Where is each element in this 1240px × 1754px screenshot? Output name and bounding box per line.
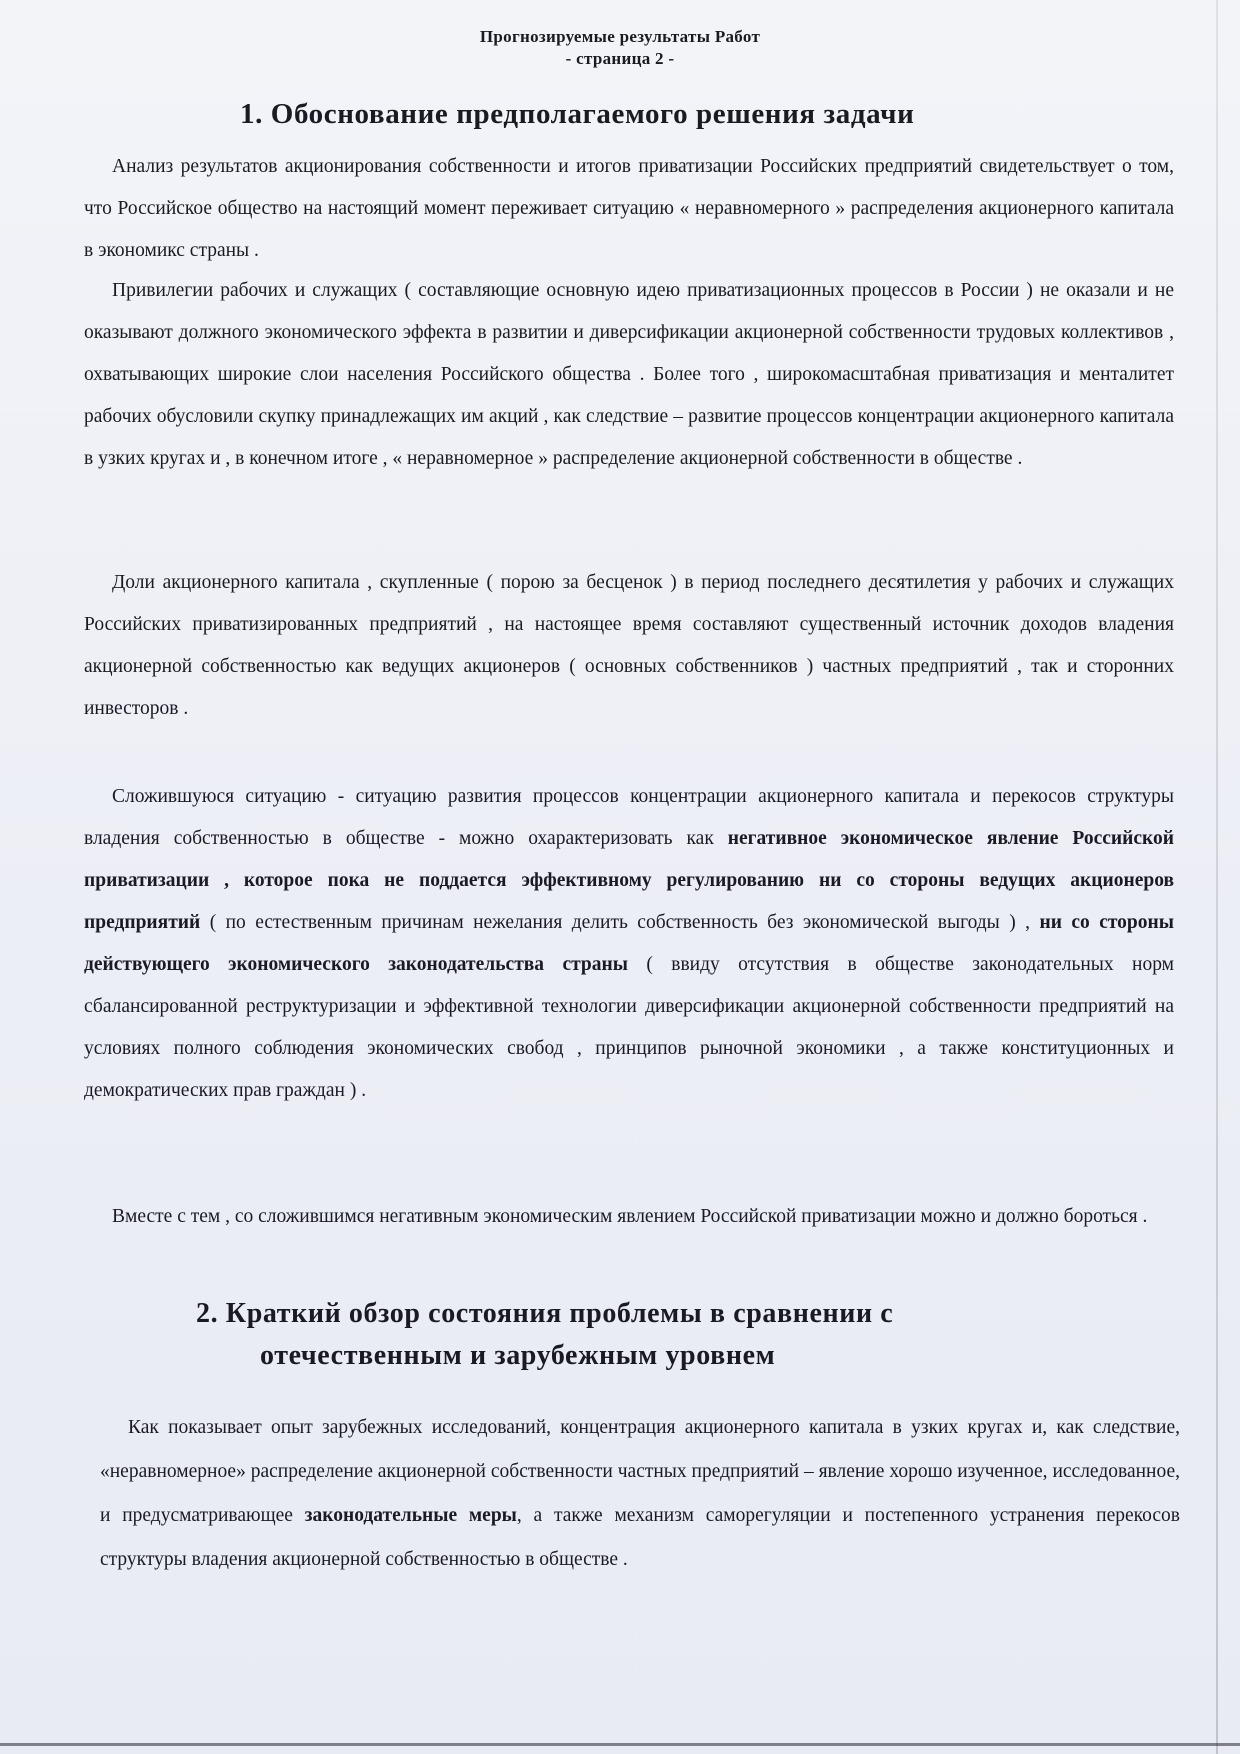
paragraph-text: Доли акционерного капитала , скупленные ( порою за бесценок ) в период последнего десятилетия у рабочих и служащих Российских приватизированных предприятий , на настоящее время составляют существенный источник доходов владения акционерной собственностью как ведущих акционеров ( основных собственников ) частных предприятий , так и сторонних инвесторов .: [84, 572, 1174, 719]
page-edge-right: [1216, 0, 1218, 1754]
text-run: ( по естественным причинам нежелания делить собственность без экономической выгоды ) ,: [200, 912, 1040, 933]
section-2-heading-line-2: отечественным и зарубежным уровнем: [260, 1340, 776, 1371]
paragraph-text: Привилегии рабочих и служащих ( составляющие основную идею приватизационных процессов в России ) не оказали и не оказывают должного экономического эффекта в развитии и диверсификации акционерной собственности трудовых коллективов , охватывающих широкие слои населения Российского общества . Более того , широкомасштабная приватизация и менталитет рабочих обусловили скупку принадлежащих им акций , как следствие – развитие процессов концентрации акционерного капитала в узких кругах и , в конечном итоге , « неравномерное » распределение акционерной собственности в обществе .: [84, 280, 1174, 469]
text-run: Сложившуюся ситуацию - ситуацию развития процессов концентрации акционерного капитала и перекосов структуры владения собственностью в обществе - можно охарактеризовать как: [84, 786, 1174, 849]
section-1-paragraph-4: [84, 776, 1174, 1112]
header-title: Прогнозируемые результаты Работ: [479, 27, 761, 46]
section-1-paragraph-2: [84, 270, 1174, 480]
section-1-paragraph-5: [84, 1196, 1174, 1238]
section-1-paragraph-3: [84, 562, 1174, 730]
page-number: - страница 2 -: [565, 49, 675, 68]
text-run: ( ввиду отсутствия в обществе законодательных норм сбалансированной реструктуризации и эффективной технологии диверсификации акционерной собственности предприятий на условиях полного соблюдения экономических свобод , принципов рыночной экономики , а также конституционных и демократических прав граждан ) .: [84, 954, 1175, 1101]
paragraph-text: Вместе с тем , со сложившимся негативным экономическим явлением Российской приватизации можно и должно бороться .: [112, 1206, 1148, 1227]
text-run: Как показывает опыт зарубежных исследований, концентрация акционерного капитала в узких кругах и, как следствие, «неравномерное» распределение акционерной собственности частных предприятий – явление хорошо изученное, исследованное, и предусматривающее: [100, 1417, 1180, 1526]
bold-text-run: ни со стороны действующего экономического законодательства страны: [84, 912, 1174, 975]
bold-text-run: законодательные меры: [304, 1505, 517, 1526]
paragraph-text: [84, 776, 1174, 1112]
section-2-heading-line-1: 2. Краткий обзор состояния проблемы в сравнении с: [196, 1298, 894, 1329]
page-edge-bottom: [0, 1743, 1240, 1746]
section-1-heading: 1. Обоснование предполагаемого решения задачи: [240, 98, 915, 130]
section-1-paragraph-1: [84, 146, 1174, 272]
paragraph-text: Анализ результатов акционирования собственности и итогов приватизации Российских предприятий свидетельствует о том, что Российское общество на настоящий момент переживает ситуацию « неравномерного » распределения акционерного капитала в экономикс страны .: [84, 156, 1174, 261]
bold-text-run: негативное экономическое явление Российской приватизации , которое пока не поддается эффективному регулированию ни со стороны ведущих акционеров предприятий: [84, 828, 1174, 933]
page-header: [0, 26, 1240, 70]
text-run: , а также механизм саморегуляции и постепенного устранения перекосов структуры владения акционерной собственностью в обществе .: [100, 1505, 1180, 1570]
section-2-paragraph-1: [100, 1406, 1180, 1582]
paragraph-text: [100, 1406, 1180, 1582]
